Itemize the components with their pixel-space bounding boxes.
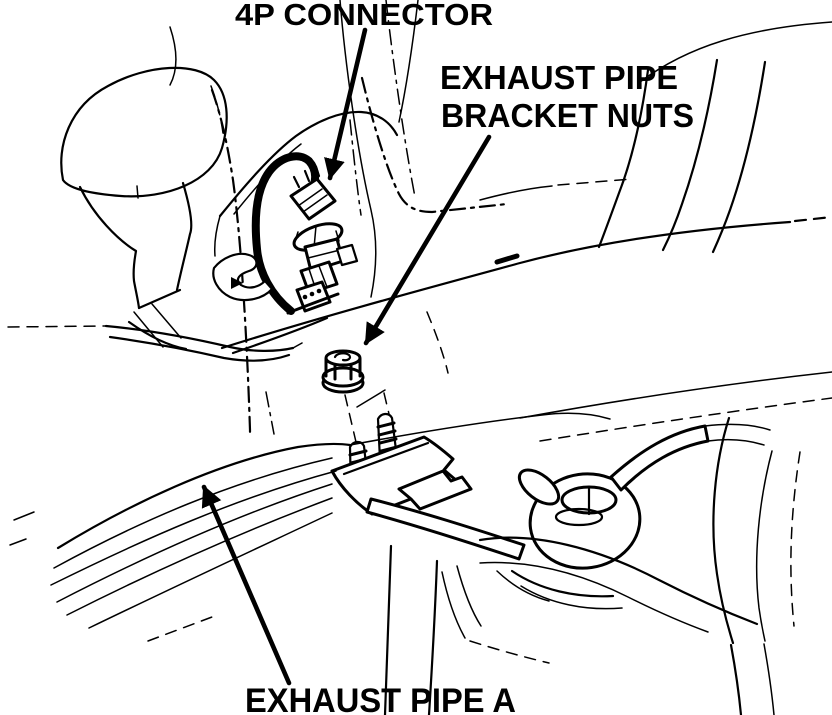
floor-line-dash (558, 179, 632, 185)
dash-mid-right (427, 312, 448, 373)
susp-dash-edge (791, 452, 800, 626)
callout-labels (235, 0, 694, 715)
nut-flange-rim (323, 368, 363, 386)
pipe-shade-4 (67, 498, 332, 615)
beam-bold-tick (497, 256, 517, 262)
beam-lower-edge (233, 318, 327, 353)
panel-curve-tail (215, 216, 220, 256)
rubber-hanger-mount (512, 424, 770, 608)
pipe-dash-below (148, 617, 212, 641)
body-side-rod (611, 426, 708, 490)
tip-dot-1 (303, 295, 308, 300)
blob-whisker (170, 27, 176, 85)
projection-dash-left (345, 395, 356, 442)
dashdot-to-pipe (266, 392, 274, 434)
susp-down-1 (731, 645, 741, 715)
column-left-edge (80, 187, 139, 308)
band-top (106, 326, 293, 351)
subframe-end (61, 27, 226, 198)
susp-down-2 (764, 644, 774, 715)
label-exhaust-pipe-a: EXHAUST PIPE A (245, 682, 516, 715)
column-right-edge (177, 183, 191, 290)
frame-column (80, 183, 191, 349)
susp-arm-left-edge (713, 418, 733, 643)
blob-outline (61, 68, 226, 196)
shield-line-2 (457, 566, 481, 626)
sensor-side-tab (337, 245, 357, 265)
band-tick (293, 343, 302, 348)
arrow-exhaust-pipe-a (204, 487, 289, 683)
body-rod-tail-2 (708, 440, 764, 445)
rear-body-curves (599, 22, 832, 252)
dashdot-vertical-3 (350, 120, 361, 215)
projection-diagonal (357, 390, 385, 407)
label-bracket-nuts-line2: BRACKET NUTS (441, 97, 694, 134)
pipe-left-dash-2 (10, 539, 26, 545)
label-bracket-nuts-line1: EXHAUST PIPE (440, 59, 678, 96)
floor-line-upper (480, 186, 552, 200)
band-dashed-lead (8, 326, 106, 327)
bottom-dash-right (470, 641, 549, 663)
column-top-edge (139, 290, 180, 308)
tip-dot-3 (317, 289, 322, 294)
exhaust-pipe-a (10, 444, 350, 641)
floor-line-low-1 (520, 372, 832, 418)
cross-beam (222, 179, 832, 441)
tip-dot-2 (310, 292, 315, 297)
projection-dash-right (384, 393, 389, 414)
blob-tick (137, 186, 138, 198)
label-4p-connector: 4P CONNECTOR (235, 0, 493, 32)
pipe-left-dash-1 (14, 512, 34, 520)
body-rod-tail-1 (705, 424, 770, 430)
beam-dash-tail (795, 217, 832, 221)
susp-arm-right-edge (757, 451, 772, 641)
flange-nut (323, 351, 363, 392)
pipe-shade-1 (54, 458, 332, 568)
